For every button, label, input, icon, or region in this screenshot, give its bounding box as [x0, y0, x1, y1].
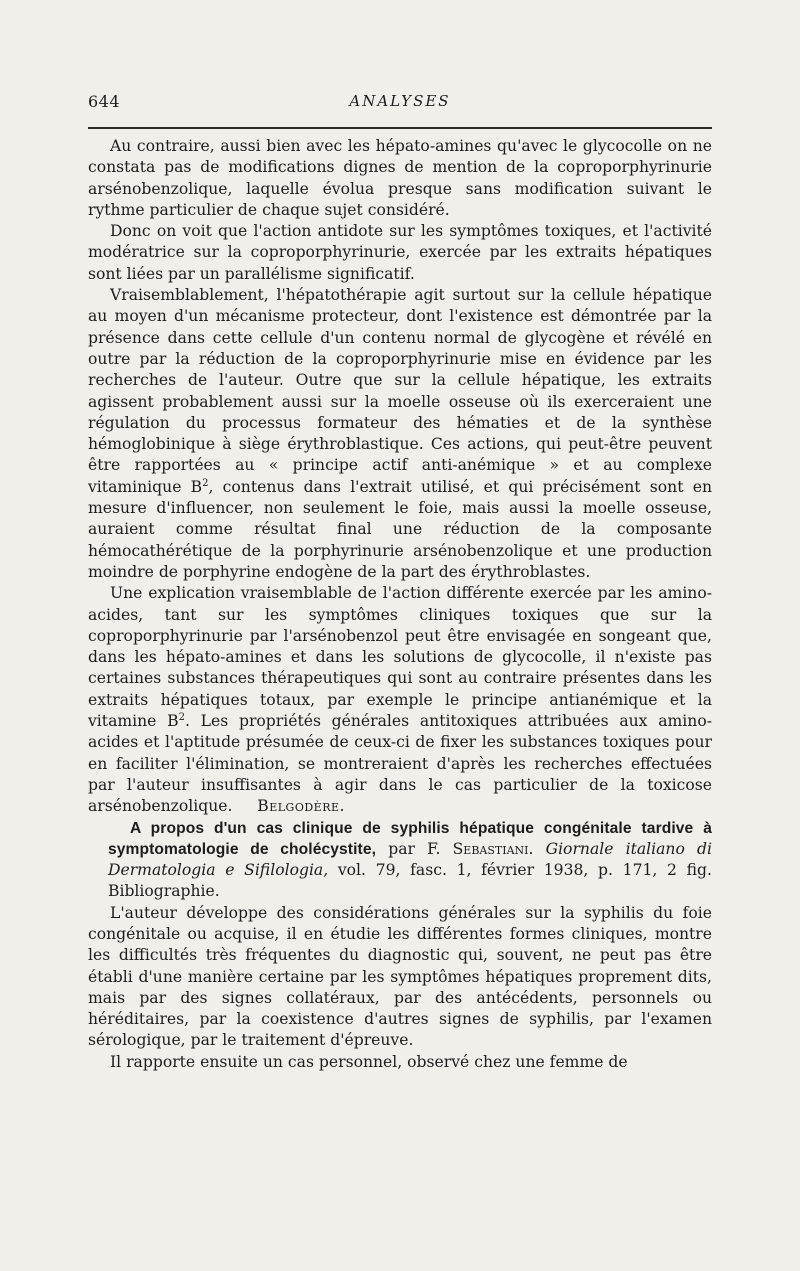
- superscript: 2: [178, 711, 185, 723]
- bibliographic-entry: [88, 818, 712, 903]
- entry-title: A propos d'un cas clinique de syphilis hépatique congénitale tardive à symptomatologie de cholécystite,: [108, 819, 712, 858]
- entry-author: F. Sebastiani.: [427, 839, 534, 858]
- paragraph: [88, 221, 712, 285]
- header-rule: [88, 127, 712, 129]
- running-title: ANALYSES: [349, 92, 451, 110]
- paragraph-text: L'auteur développe des considérations générales sur la syphilis du foie congénitale ou acquise, il en étudie les différentes formes cliniques, montre les difficultés très fréquentes du diagnostic qui, souvent, ne peut pas être établi d'une manière certaine par les symptômes hépatiques proprement dits, mais par des signes collatéraux, par des antécédents, personnels ou héréditaires, par la coexistence d'autres signes de syphilis, par l'examen sérologique, par le traitement d'épreuve.: [88, 903, 712, 1050]
- paragraph: [88, 903, 712, 1052]
- entry-by: par: [376, 839, 428, 858]
- entry-journal: Giornale italiano di Dermatologia e Sifilologia,: [108, 839, 712, 880]
- paragraph: [88, 583, 712, 817]
- paragraph: [88, 1052, 712, 1073]
- paragraph-text: Il rapporte ensuite un cas personnel, observé chez une femme de: [110, 1052, 628, 1071]
- journal-page: [88, 0, 712, 1271]
- paragraph: [88, 136, 712, 221]
- paragraph-text: Au contraire, aussi bien avec les hépato-amines qu'avec le glycocolle on ne constata pas de modifications dignes de mention de la coproporphyrinurie arsénobenzolique, laquelle évolua presque sans modification suivant le rythme particulier de chaque sujet considéré.: [88, 137, 712, 219]
- paragraph-text: Vraisemblablement, l'hépatothérapie agit surtout sur la cellule hépatique au moyen d'un mécanisme protecteur, dont l'existence est démontrée par la présence dans cette cellule d'un contenu normal de glycogène et révélé en outre par la réduction de la coproporphyrinurie mise en évidence par les recherches de l'auteur. Outre que sur la cellule hépatique, les extraits agissent probablement aussi sur la moelle osseuse où ils exerceraient une régulation du processus formateur des hématies et de la synthèse hémoglobinique à siège érythroblastique. Ces actions, qui peut-être peuvent être rapportées au « principe actif anti-anémique » et au complexe vitaminique B: [88, 286, 712, 496]
- superscript: 2: [202, 477, 209, 489]
- paragraph-text: . Les propriétés générales antitoxiques attribuées aux amino-acides et l'aptitude présumée de ceux-ci de fixer les substances toxiques pour en faciliter l'élimination, se montreraient d'après les recherches effectuées par l'auteur insuffisantes à agir dans le cas particulier de la toxicose arsénobenzolique.: [88, 712, 712, 816]
- entry-details: vol. 79, fasc. 1, février 1938, p. 171, 2 fig. Bibliographie.: [108, 861, 712, 901]
- article-body: [88, 136, 712, 1073]
- paragraph-text: Une explication vraisemblable de l'action différente exercée par les amino-acides, tant sur les symptômes cliniques toxiques que sur la coproporphyrinurie par l'arsénobenzol peut être envisagée en songeant que, dans les hépato-amines et dans les solutions de glycocolle, il n'existe pas certaines substances thérapeutiques qui sont au contraire présentes dans les extraits hépatiques totaux, par exemple le principe antianémique et la vitamine B: [88, 584, 712, 731]
- paragraph-text: , contenus dans l'extrait utilisé, et qui précisément sont en mesure d'influencer, non seulement le foie, mais aussi la moelle osseuse, auraient comme résultat final une réduction de la composante hémocathérétique de la porphyrinurie arsénobenzolique et une production moindre de porphyrine endogène de la part des érythroblastes.: [88, 477, 712, 581]
- reviewer-signature: Belgodère.: [257, 797, 345, 816]
- page-number: 644: [88, 92, 121, 111]
- paragraph: [88, 285, 712, 583]
- paragraph-text: Donc on voit que l'action antidote sur les symptômes toxiques, et l'activité modératrice sur la coproporphyrinurie, exercée par les extraits hépatiques sont liées par un parallélisme significatif.: [88, 222, 712, 283]
- running-head: [88, 92, 712, 116]
